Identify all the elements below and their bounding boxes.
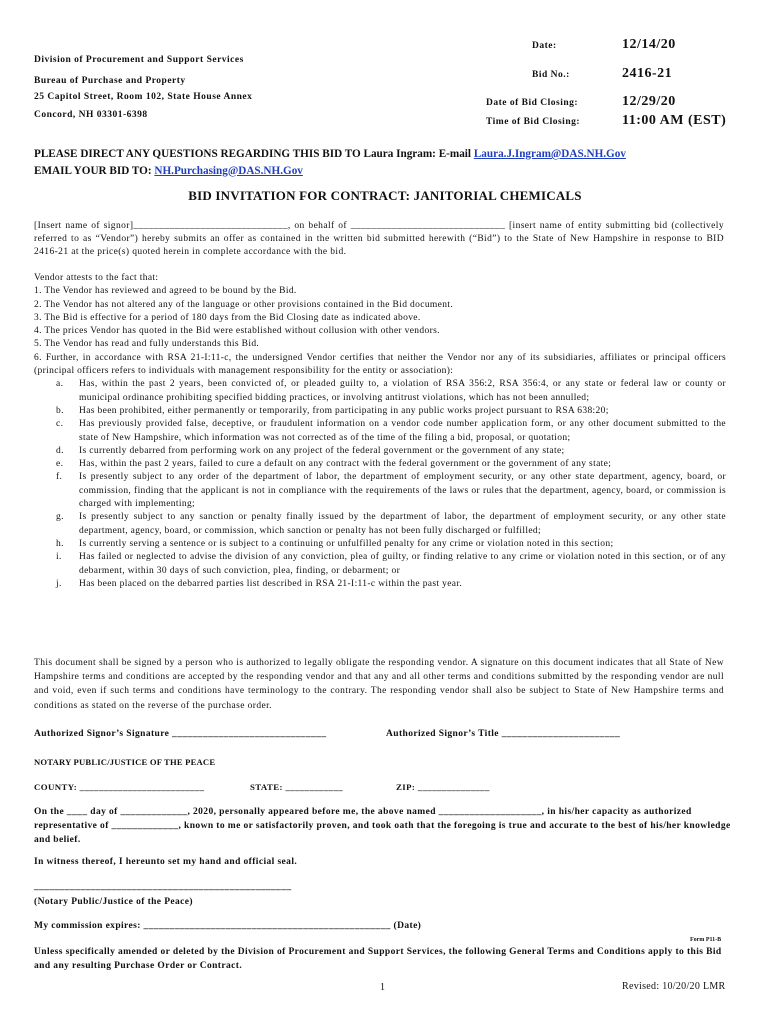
sub-item-d <box>34 445 726 458</box>
questions-text: PLEASE DIRECT ANY QUESTIONS REGARDING THIS BID TO Laura Ingram: E-mail <box>34 148 474 160</box>
sub-item-e <box>34 458 726 471</box>
sub-letter: a. <box>56 379 64 390</box>
closing-time-value: 11:00 AM (EST) <box>622 113 727 128</box>
attestation-list <box>34 272 726 591</box>
sub-text: Has, within the past 2 years, failed to cure a default on any contract with the federal government or the government of any state; <box>79 459 612 470</box>
bid-no-value: 2416-21 <box>622 66 673 81</box>
attest-item: 4. The prices Vendor has quoted in the Bid were established without collusion with other vendors. <box>34 326 440 337</box>
signor-signature-field[interactable]: Authorized Signor’s Signature ______________________________ <box>34 729 327 739</box>
sub-letter: c. <box>56 419 64 430</box>
sub-item-j <box>34 578 726 591</box>
agency-address <box>34 52 252 123</box>
closing-date-label: Date of Bid Closing: <box>486 98 579 108</box>
contact-email-link[interactable]: Laura.J.Ingram@DAS.NH.Gov <box>473 148 626 160</box>
revision-note: Revised: 10/20/20 LMR <box>622 981 726 992</box>
intro-paragraph: [Insert name of signor]______________________________, on behalf of ______________________________ [insert name of entity submitting bid (collectively referred to as “Vendor”) hereby submits an offer as contained in the written bid submitted herewith (“Bid”) to the State of New Hampshire in response to BID 2416-21 at the price(s) quoted herein in complete accordance with the bid. <box>34 221 724 258</box>
city-zip: Concord, NH 03301-6398 <box>34 109 148 120</box>
sub-item-h <box>34 538 726 551</box>
contact-block <box>34 146 626 179</box>
sub-letter: e. <box>56 459 64 470</box>
sub-item-i <box>34 551 726 578</box>
submit-email-link[interactable]: NH.Purchasing@DAS.NH.Gov <box>154 164 303 177</box>
sub-text: Has, within the past 2 years, been convicted of, or pleaded guilty to, a violation of RSA 356:2, RSA 356:4, or any state or federal law or county or municipal ordinance prohibiting specified bidding practices, or involving antitrust violations, which has not been annulled; <box>79 379 726 403</box>
page-number: 1 <box>380 982 385 993</box>
sub-letter: i. <box>56 552 62 563</box>
closing-date-value: 12/29/20 <box>622 94 676 109</box>
general-terms-note: Unless specifically amended or deleted by the Division of Procurement and Support Services, the following General Terms and Conditions apply to this Bid and any resulting Purchase Order or Contract. <box>34 947 722 971</box>
closing-paragraph: This document shall be signed by a person who is authorized to legally obligate the responding vendor. A signature on this document indicates that all State of New Hampshire terms and conditions are accepted by the responding vendor and that any and all other terms and conditions submitted by the responding vendor are null and void, even if such terms and conditions have terminology to the contrary. The responding vendor shall also be subject to State of New Hampshire terms and conditions as stated on the reverse of the purchase order. <box>34 658 724 711</box>
bureau-name: Bureau of Purchase and Property <box>34 75 186 86</box>
county-field[interactable]: COUNTY: __________________________ <box>34 782 205 792</box>
division-name: Division of Procurement and Support Services <box>34 55 244 65</box>
attest-lead: Vendor attests to the fact that: <box>34 273 159 283</box>
sub-item-c <box>34 418 726 445</box>
sub-text: Has previously provided false, deceptive, or fraudulent information on a vendor code number application form, or any other document submitted to the state of New Hampshire, which information was not corrected as of the time of the filing a bid, proposal, or quotation; <box>79 419 726 443</box>
sub-letter: f. <box>56 472 63 483</box>
commission-expires-field[interactable]: My commission expires: ________________________________________________ (Date) <box>34 921 422 931</box>
sub-item-a <box>34 378 726 405</box>
sub-letter: h. <box>56 538 64 549</box>
sub-letter: b. <box>56 405 64 416</box>
signor-title-field[interactable]: Authorized Signor’s Title _______________________ <box>386 729 621 739</box>
notary-oath: On the ____ day of _____________, 2020, personally appeared before me, the above named ____________________, in his/her capacity as authorized representative of _____________, known to me or satisfactorily proven, and took oath that the foregoing is true and accurate to the best of his/her knowledge and belief. <box>34 807 731 845</box>
attest-item: 3. The Bid is effective for a period of 180 days from the Bid Closing date as indicated above. <box>34 312 421 323</box>
witness-line: In witness thereof, I hereunto set my hand and official seal. <box>34 857 298 867</box>
sub-letter: d. <box>56 445 64 456</box>
bid-no-label: Bid No.: <box>532 70 570 80</box>
form-number: Form P11-B <box>690 937 722 943</box>
sub-text: Has been placed on the debarred parties list described in RSA 21-I:11-c within the past year. <box>79 578 463 589</box>
sub-letter: j. <box>56 578 62 589</box>
sub-text: Is presently subject to any sanction or penalty finally issued by the department of labor, the department of employment security, or any other state department, agency, board, or commission, which sanction or penalty has not been fully discharged or fulfilled; <box>79 512 726 536</box>
closing-time-label: Time of Bid Closing: <box>486 117 581 127</box>
sub-text: Has failed or neglected to advise the division of any conviction, plea of guilty, or finding relative to any crime or violation noted in this section, or of any debarment, within 30 days of such conviction, plea, finding, or debarment; or <box>79 552 726 576</box>
notary-heading: NOTARY PUBLIC/JUSTICE OF THE PEACE <box>34 757 216 767</box>
submit-text: EMAIL YOUR BID TO: <box>34 164 155 177</box>
zip-field[interactable]: ZIP: _______________ <box>396 782 490 792</box>
document-title: BID INVITATION FOR CONTRACT: JANITORIAL CHEMICALS <box>188 188 582 203</box>
attest-item: 1. The Vendor has reviewed and agreed to be bound by the Bid. <box>34 286 297 297</box>
sub-text: Has been prohibited, either permanently or temporarily, from participating in any public works project pursuant to RSA 638:20; <box>79 405 609 416</box>
state-field[interactable]: STATE: ____________ <box>250 782 344 792</box>
sub-text: Is presently subject to any order of the department of labor, the department of employment security, or any other state department, agency, board, or commission, finding that the applicant is not in compliance with the requirements of the laws or rules that the department, agency, board, or commission is charged with implementing; <box>79 472 726 510</box>
sub-item-g <box>34 511 726 538</box>
submit-line <box>34 163 626 180</box>
sub-text: Is currently debarred from performing work on any project of the federal government or the government of any state; <box>79 445 565 456</box>
attest-item: 5. The Vendor has read and fully understands this Bid. <box>34 339 260 350</box>
attest-item-6: 6. Further, in accordance with RSA 21-I:11-c, the undersigned Vendor certifies that neither the Vendor nor any of its subsidiaries, affiliates or principal officers (principal officers refers to individuals with management responsibility for the entity or association): <box>34 352 726 377</box>
street-address: 25 Capitol Street, Room 102, State House Annex <box>34 92 253 102</box>
date-label: Date: <box>532 41 557 51</box>
sub-text: Is currently serving a sentence or is subject to a continuing or unfulfilled penalty for any crime or violation noted in this section; <box>79 538 614 549</box>
questions-line <box>34 146 626 163</box>
sub-item-b <box>34 405 726 418</box>
sub-letter: g. <box>56 512 64 523</box>
notary-signature-caption: (Notary Public/Justice of the Peace) <box>34 897 193 907</box>
notary-signature-line[interactable]: __________________________________________________ <box>34 882 292 892</box>
attest-item: 2. The Vendor has not altered any of the language or other provisions contained in the Bid document. <box>34 299 454 310</box>
sub-item-f <box>34 471 726 511</box>
date-value: 12/14/20 <box>622 37 676 52</box>
